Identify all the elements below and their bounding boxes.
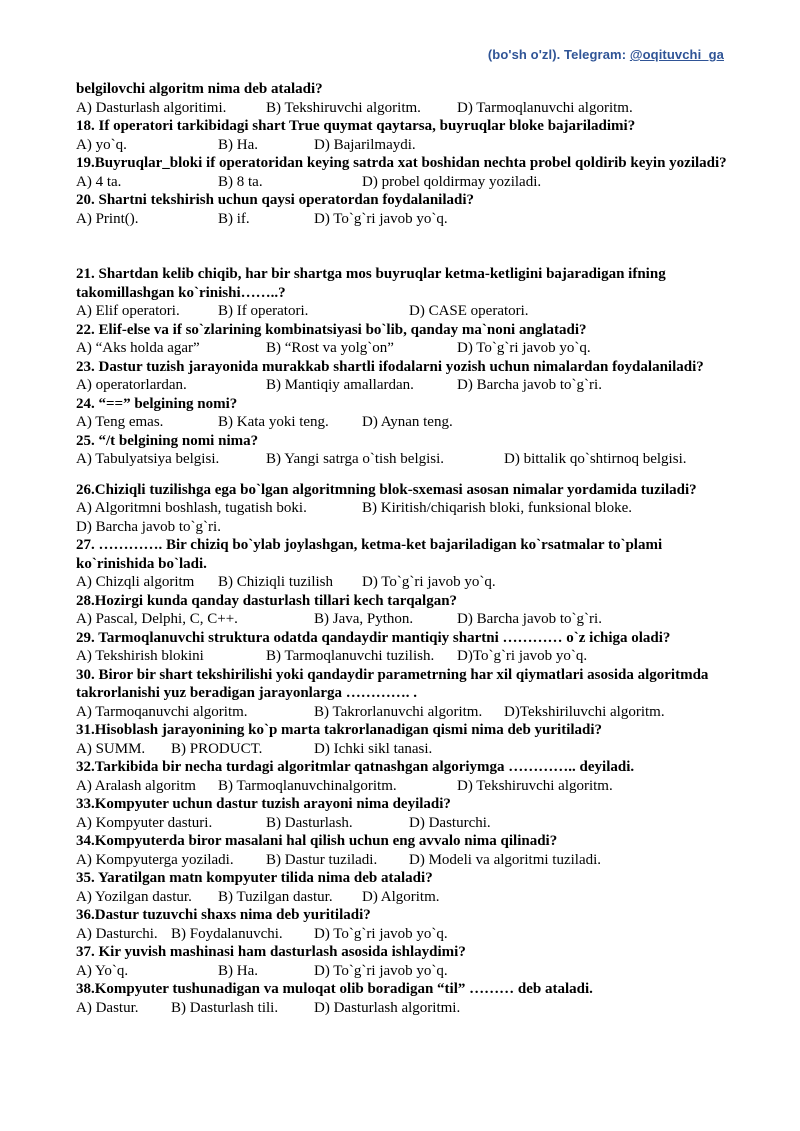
answer-option: A) Kompyuter dasturi.: [76, 814, 213, 831]
question-text: 32.Tarkibida bir necha turdagi algoritmlar qatnashgan algoriymga ………….. deyiladi.: [76, 759, 635, 775]
question-text: 36.Dastur tuzuvchi shaxs nima deb yuritiladi?: [76, 907, 371, 923]
answer-option: A) Elif operatori.: [76, 303, 180, 319]
answer-option: D) Dasturlash algoritmi.: [314, 999, 461, 1016]
answer-option: D)To`g`ri javob yo`q.: [457, 648, 588, 664]
answer-option: A) operatorlardan.: [76, 377, 187, 393]
answer-option: A) Algoritmni boshlash, tugatish boki.: [76, 500, 307, 516]
answer-option: D) Algoritm.: [362, 888, 440, 905]
answer-option: D) probel qoldirmay yoziladi.: [362, 173, 542, 190]
answer-option: B) Tuzilgan dastur.: [218, 888, 333, 905]
answer-option: A) Teng emas.: [76, 414, 164, 430]
answer-row: [76, 777, 736, 796]
answer-option: D) Bajarilmaydi.: [314, 136, 416, 153]
answer-option: A) Kompyuterga yoziladi.: [76, 851, 234, 868]
answer-option: B) Dasturlash.: [266, 814, 353, 831]
question-text: 34.Kompyuterda biror masalani hal qilish uchun eng avvalo nima qilinadi?: [76, 833, 558, 849]
header-prefix: (bo'sh o'zl). Telegram:: [487, 47, 630, 62]
answer-option: B) Tekshiruvchi algoritm.: [266, 99, 421, 116]
answer-option: B) Dasturlash tili.: [171, 999, 279, 1016]
question-text: 28.Hozirgi kunda qanday dasturlash tillari kech tarqalgan?: [76, 592, 458, 609]
answer-option: B) If operatori.: [218, 303, 309, 319]
answer-option: B) “Rost va yolg`on”: [266, 340, 394, 356]
answer-row: [76, 999, 736, 1018]
answer-option: D) Barcha javob to`g`ri.: [76, 518, 221, 535]
answer-option: D) To`g`ri javob yo`q.: [314, 210, 448, 227]
answer-row: [76, 210, 736, 229]
answer-option: B) Ha.: [218, 136, 258, 153]
answer-option: B) Java, Python.: [314, 611, 414, 627]
question-text: 38.Kompyuter tushunadigan va muloqat olib boradigan “til” ……… deb ataladi.: [76, 981, 593, 997]
answer-row: [76, 851, 736, 870]
answer-option: A) Chizqli algoritm: [76, 574, 195, 590]
section-gap: [76, 469, 736, 481]
answer-row: [76, 450, 736, 469]
answer-option: A) Tabulyatsiya belgisi.: [76, 451, 220, 467]
answer-row: [76, 647, 736, 666]
question-text: 35. Yaratilgan matn kompyuter tilida nima deb ataladi?: [76, 870, 433, 886]
answer-option: B) PRODUCT.: [171, 740, 263, 757]
question-text: 21. Shartdan kelib chiqib, har bir shartga mos buyruqlar ketma-ketligini bajaradigan ifning takomillashgan ko`rinishi……..?: [76, 266, 666, 301]
answer-option: B) Ha.: [218, 962, 258, 979]
answer-row: [76, 962, 736, 981]
section-gap: [76, 228, 736, 265]
answer-row: [76, 740, 736, 759]
answer-row: [76, 302, 736, 321]
answer-option: A) Dastur.: [76, 999, 139, 1016]
answer-row: [76, 376, 736, 395]
answer-option: B) if.: [218, 210, 250, 227]
answer-option: D) Tarmoqlanuvchi algoritm.: [457, 99, 633, 116]
answer-option: D) Tekshiruvchi algoritm.: [457, 777, 613, 794]
page-header: [488, 47, 724, 62]
question-text: 20. Shartni tekshirish uchun qaysi operatordan foydalaniladi?: [76, 192, 475, 208]
question-text: 31.Hisoblash jarayonining ko`p marta takrorlanadigan qismi nima deb yuritiladi?: [76, 722, 603, 738]
answer-option: A) Yo`q.: [76, 962, 129, 979]
telegram-link[interactable]: @oqituvchi_ga: [629, 47, 724, 62]
answer-option: D) To`g`ri javob yo`q.: [457, 340, 591, 356]
answer-row: [76, 499, 736, 518]
answer-option: D) To`g`ri javob yo`q.: [314, 925, 448, 942]
answer-option: B) Kiritish/chiqarish bloki, funksional bloke.: [362, 500, 632, 516]
answer-row: [76, 888, 736, 907]
answer-row: [76, 136, 736, 155]
answer-option: A) Dasturchi.: [76, 925, 158, 942]
answer-option: B) Tarmoqlanuvchi tuzilish.: [266, 648, 435, 664]
question-text: 29. Tarmoqlanuvchi struktura odatda qandaydir mantiqiy shartni ………… o`z ichiga oladi?: [76, 629, 671, 646]
answer-option: A) Print().: [76, 210, 139, 227]
answer-row: [76, 573, 736, 592]
answer-row: [76, 814, 736, 833]
answer-option: B) Takrorlanuvchi algoritm.: [314, 703, 483, 720]
answer-option: D) Barcha javob to`g`ri.: [457, 377, 602, 393]
question-text: 37. Kir yuvish mashinasi ham dasturlash asosida ishlaydimi?: [76, 944, 466, 960]
answer-option: B) 8 ta.: [218, 173, 263, 190]
answer-option: B) Kata yoki teng.: [218, 414, 329, 430]
answer-option: D) To`g`ri javob yo`q.: [362, 574, 496, 590]
question-text: 24. “==” belgining nomi?: [76, 395, 238, 412]
answer-option: D)Tekshiriluvchi algoritm.: [504, 703, 665, 720]
answer-option: D) To`g`ri javob yo`q.: [314, 962, 448, 979]
answer-row: [76, 99, 736, 118]
answer-row: [76, 925, 736, 944]
answer-option: A) “Aks holda agar”: [76, 340, 200, 356]
answer-row: [76, 703, 736, 722]
answer-row: [76, 339, 736, 358]
answer-row: [76, 610, 736, 629]
answer-row: [76, 173, 736, 192]
answer-option: A) Aralash algoritm: [76, 777, 196, 794]
answer-option: D) CASE operatori.: [409, 303, 529, 319]
answer-option: B) Tarmoqlanuvchinalgoritm.: [218, 777, 397, 794]
answer-option: A) SUMM.: [76, 740, 146, 757]
question-text: 19.Buyruqlar_bloki if operatoridan keying satrda xat boshidan nechta probel qoldirib keyin yoziladi?: [76, 155, 727, 171]
question-text: 27. …………. Bir chiziq bo`ylab joylashgan, ketma-ket bajariladigan ko`rsatmalar to`plami ko`rinishida bo`ladi.: [76, 537, 663, 572]
answer-option: A) Dasturlash algoritimi.: [76, 99, 227, 116]
answer-option: A) Pascal, Delphi, C, C++.: [76, 611, 238, 627]
answer-option: D) Modeli va algoritmi tuziladi.: [409, 851, 602, 868]
answer-option: D) Ichki sikl tanasi.: [314, 740, 433, 757]
answer-option: B) Foydalanuvchi.: [171, 925, 283, 942]
question-text: 30. Biror bir shart tekshirilishi yoki qandaydir parametrning har xil qiymatlari asosida algoritmda takrorlanishi yuz beradigan jarayonlarga …………. .: [76, 666, 709, 701]
question-text: 25. “/t belgining nomi nima?: [76, 432, 259, 449]
answer-option: D) Barcha javob to`g`ri.: [457, 611, 602, 627]
answer-option: B) Chiziqli tuzilish: [218, 574, 333, 590]
question-text: 26.Chiziqli tuzilishga ega bo`lgan algoritmning blok-sxemasi asosan nimalar yordamida tuziladi?: [76, 481, 697, 498]
answer-row: [76, 413, 736, 432]
answer-option: A) Yozilgan dastur.: [76, 888, 192, 905]
answer-option: A) Tekshirish blokini: [76, 648, 204, 664]
answer-option: B) Yangi satrga o`tish belgisi.: [266, 451, 445, 467]
question-text: 18. If operatori tarkibidagi shart True quymat qaytarsa, buyruqlar bloke bajariladimi?: [76, 118, 636, 134]
answer-option: D) Aynan teng.: [362, 414, 453, 430]
answer-option: B) Dastur tuziladi.: [266, 851, 378, 868]
answer-row: [76, 518, 736, 537]
answer-option: B) Mantiqiy amallardan.: [266, 377, 414, 393]
answer-option: D) bittalik qo`shtirnoq belgisi.: [504, 451, 687, 467]
question-text: 23. Dastur tuzish jarayonida murakkab shartli ifodalarni yozish uchun nimalardan foydalaniladi?: [76, 358, 704, 375]
question-list: [76, 80, 736, 1017]
question-text: belgilovchi algoritm nima deb ataladi?: [76, 81, 323, 97]
answer-option: A) Tarmoqanuvchi algoritm.: [76, 703, 248, 720]
answer-option: A) 4 ta.: [76, 173, 122, 190]
answer-option: A) yo`q.: [76, 136, 127, 153]
answer-option: D) Dasturchi.: [409, 814, 491, 831]
question-text: 33.Kompyuter uchun dastur tuzish arayoni nima deyiladi?: [76, 796, 451, 812]
question-text: 22. Elif-else va if so`zlarining kombinatsiyasi bo`lib, qanday ma`noni anglatadi?: [76, 321, 587, 338]
